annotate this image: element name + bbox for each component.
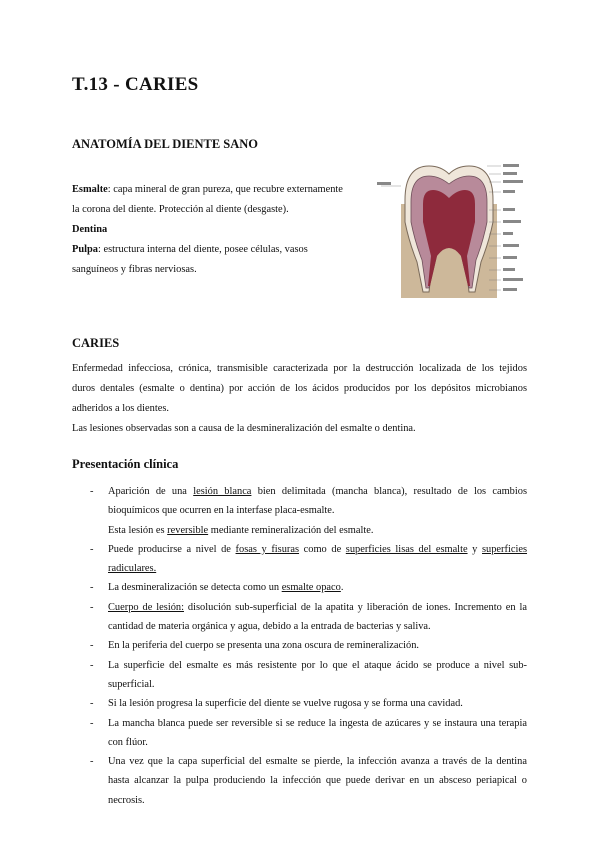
anatomy-text — [72, 180, 372, 280]
dentina-term: Dentina — [72, 224, 108, 235]
esmalte-text-2: la corona del diente. Protección al diente (desgaste). — [72, 204, 289, 215]
caries-definition — [72, 359, 527, 439]
item-text: La desmineralización se detecta como un — [108, 582, 282, 594]
list-dash: - — [90, 582, 94, 594]
item-text: Una vez que la capa superficial del esmalte se pierde, la infección avanza a través de la dentina hasta alcanzar la pulpa produciendo la infección que puede derivar en un absceso periapical o necrosis. — [108, 756, 527, 806]
list-item — [90, 694, 527, 713]
item-text: . — [340, 582, 344, 594]
anatomy-heading: ANATOMÍA DEL DIENTE SANO — [72, 137, 259, 151]
item-text: En la periferia del cuerpo se presenta una zona oscura de remineralización. — [108, 640, 419, 652]
item-text: mediante remineralización del esmalte. — [208, 524, 374, 536]
item-text: Aparición de una — [108, 486, 194, 497]
list-item — [90, 714, 527, 753]
item-underlined: lesión blanca — [193, 486, 252, 497]
caries-heading: CARIES — [72, 336, 120, 350]
page-title: T.13 - CARIES — [72, 74, 199, 95]
item-underlined: reversible — [167, 524, 209, 536]
item-text: y — [467, 543, 482, 555]
list-item — [90, 482, 527, 540]
caries-line-4: Las lesiones observadas son a causa de la desmineralización del esmalte o dentina. — [72, 423, 416, 434]
caries-line-1: Enfermedad infecciosa, crónica, transmisible caracterizada por la destrucción localizada de los tejidos — [72, 363, 527, 374]
item-underlined: superficies lisas del esmalte — [345, 543, 468, 555]
list-dash: - — [90, 543, 94, 555]
list-item — [90, 752, 527, 810]
list-dash: - — [90, 640, 94, 652]
list-item — [90, 540, 527, 579]
pulpa-term: Pulpa — [72, 244, 98, 255]
esmalte-term: Esmalte — [72, 184, 108, 195]
list-dash: - — [90, 659, 94, 671]
list-item — [90, 578, 527, 597]
list-item — [90, 656, 527, 695]
presentacion-list — [90, 482, 527, 810]
item-text: disolución sub-superficial de la apatita y liberación de iones. Incremento en la cantidad de materia orgánica y agua, debido a la entrada de bacterias y saliva. — [108, 601, 527, 633]
item-underlined: fosas y fisuras — [235, 543, 300, 555]
item-underlined: Cuerpo de lesión: — [108, 601, 184, 613]
item-text: bien delimitada (mancha blanca), resultado de los cambios bioquímicos que ocurren en la interfase placa-esmalte. — [108, 486, 527, 517]
item-text: La superficie del esmalte es más resistente por lo que el ataque ácido se produce a nivel sub-superficial. — [108, 659, 527, 690]
caries-line-2: duros dentales (esmalte o dentina) por acción de los ácidos producidos por los depósitos microbianos — [72, 383, 527, 394]
list-dash: - — [90, 756, 94, 768]
item-underlined: superficies radiculares. — [108, 543, 528, 575]
item-text: Esta lesión es — [108, 524, 168, 536]
presentacion-heading: Presentación clínica — [72, 457, 179, 471]
list-dash: - — [90, 698, 94, 710]
list-item — [90, 636, 527, 655]
list-dash: - — [90, 486, 94, 497]
list-dash: - — [90, 601, 94, 613]
item-text: Puede producirse a nivel de — [108, 543, 236, 555]
tooth-anatomy-diagram — [377, 160, 527, 300]
item-text: Si la lesión progresa la superficie del diente se vuelve rugosa y se forma una cavidad. — [108, 698, 463, 710]
esmalte-text-1: : capa mineral de gran pureza, que recubre externamente — [107, 184, 343, 195]
list-dash: - — [90, 717, 94, 729]
item-text: como de — [299, 543, 346, 555]
list-item — [90, 598, 527, 637]
caries-line-3: adheridos a los dientes. — [72, 403, 169, 414]
pulpa-text-2: sanguíneos y fibras nerviosas. — [72, 264, 197, 275]
item-underlined: esmalte opaco — [281, 582, 341, 594]
pulpa-text-1: : estructura interna del diente, posee células, vasos — [98, 244, 308, 255]
item-text: La mancha blanca puede ser reversible si se reduce la ingesta de azúcares y se instaura una terapia con flúor. — [108, 717, 527, 748]
